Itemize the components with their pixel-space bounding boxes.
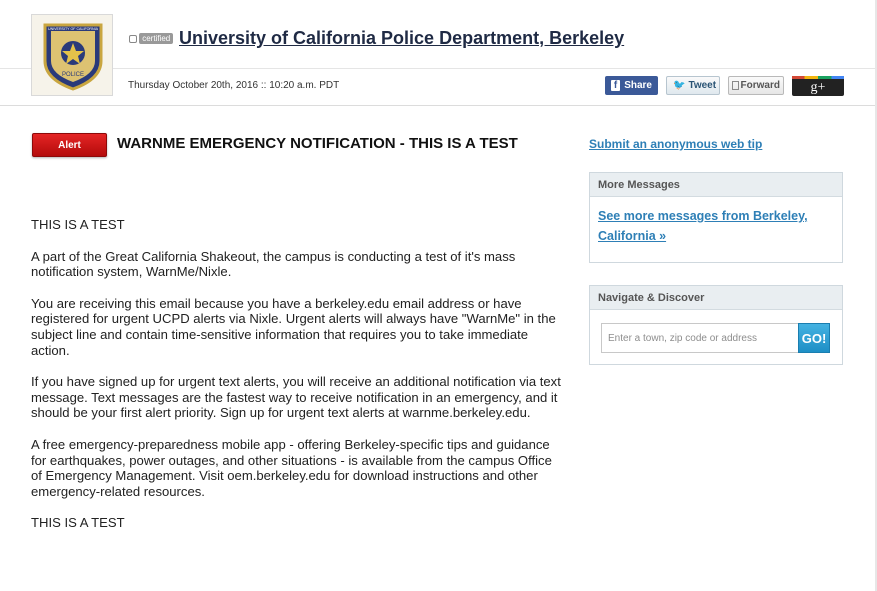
message-timestamp: Thursday October 20th, 2016 :: 10:20 a.m. PDT xyxy=(128,80,340,91)
forward-button[interactable] xyxy=(728,76,784,95)
alert-badge xyxy=(32,133,107,157)
agency-title-link[interactable]: University of California Police Department, Berkeley xyxy=(179,28,625,48)
svg-text:POLICE: POLICE xyxy=(61,72,85,78)
svg-text:UNIVERSITY OF CALIFORNIA: UNIVERSITY OF CALIFORNIA xyxy=(47,27,99,31)
police-badge-logo xyxy=(31,14,113,96)
facebook-icon: f xyxy=(611,80,620,91)
lock-icon xyxy=(129,35,137,43)
anonymous-tip-link[interactable]: Submit an anonymous web tip xyxy=(589,137,763,151)
more-messages-panel xyxy=(589,172,843,263)
twitter-bird-icon: 🐦 xyxy=(673,80,686,91)
body-paragraph: THIS IS A TEST xyxy=(31,515,125,531)
tweet-button[interactable] xyxy=(666,76,720,95)
forward-label: Forward xyxy=(740,80,780,91)
message-body xyxy=(31,217,561,547)
alert-badge-label: Alert xyxy=(58,139,81,151)
police-badge-icon xyxy=(40,21,106,91)
page-header xyxy=(0,0,877,106)
google-plus-label: g+ xyxy=(810,79,826,95)
certified-label: certified xyxy=(139,33,173,44)
navigate-discover-panel xyxy=(589,285,843,365)
facebook-share-button[interactable] xyxy=(605,76,658,95)
message-headline: WARNME EMERGENCY NOTIFICATION - THIS IS A TEST xyxy=(117,135,518,152)
body-paragraph: A free emergency-preparedness mobile app - offering Berkeley-specific tips and guidance for earthquakes, power outages, and other situations - is available from the campus Office of Emergency Management. Visit oem.berkeley.edu for download instructions and other emergency-related resources. xyxy=(31,436,552,499)
body-paragraph: A part of the Great California Shakeout, the campus is conducting a test of it's mass notification system, WarnMe/Nixle. xyxy=(31,248,516,280)
more-messages-link[interactable]: See more messages from Berkeley, California » xyxy=(598,209,808,243)
body-paragraph: If you have signed up for urgent text alerts, you will receive an additional notification via text message. Text messages are the fastest way to receive notification in an emergency, and it should be your first alert priority. Sign up for urgent text alerts at warnme.berkeley.edu. xyxy=(31,374,561,421)
google-plus-button[interactable] xyxy=(792,76,844,96)
location-search-input[interactable] xyxy=(601,323,798,353)
go-button[interactable]: GO! xyxy=(798,323,830,353)
navigate-discover-title: Navigate & Discover xyxy=(590,286,842,310)
more-messages-title: More Messages xyxy=(590,173,842,197)
body-paragraph: You are receiving this email because you have a berkeley.edu email address or have registered for urgent UCPD alerts via Nixle. Urgent alerts will always have "WarnMe" in the subject line and contain time-sensitive information that requires you to take immediate action. xyxy=(31,295,556,358)
body-paragraph: THIS IS A TEST xyxy=(31,217,125,232)
location-search-form xyxy=(601,323,830,353)
header-divider xyxy=(0,68,877,69)
tweet-label: Tweet xyxy=(688,80,717,91)
certified-badge xyxy=(129,33,173,44)
facebook-share-label: Share xyxy=(624,80,652,91)
envelope-icon xyxy=(732,81,739,90)
